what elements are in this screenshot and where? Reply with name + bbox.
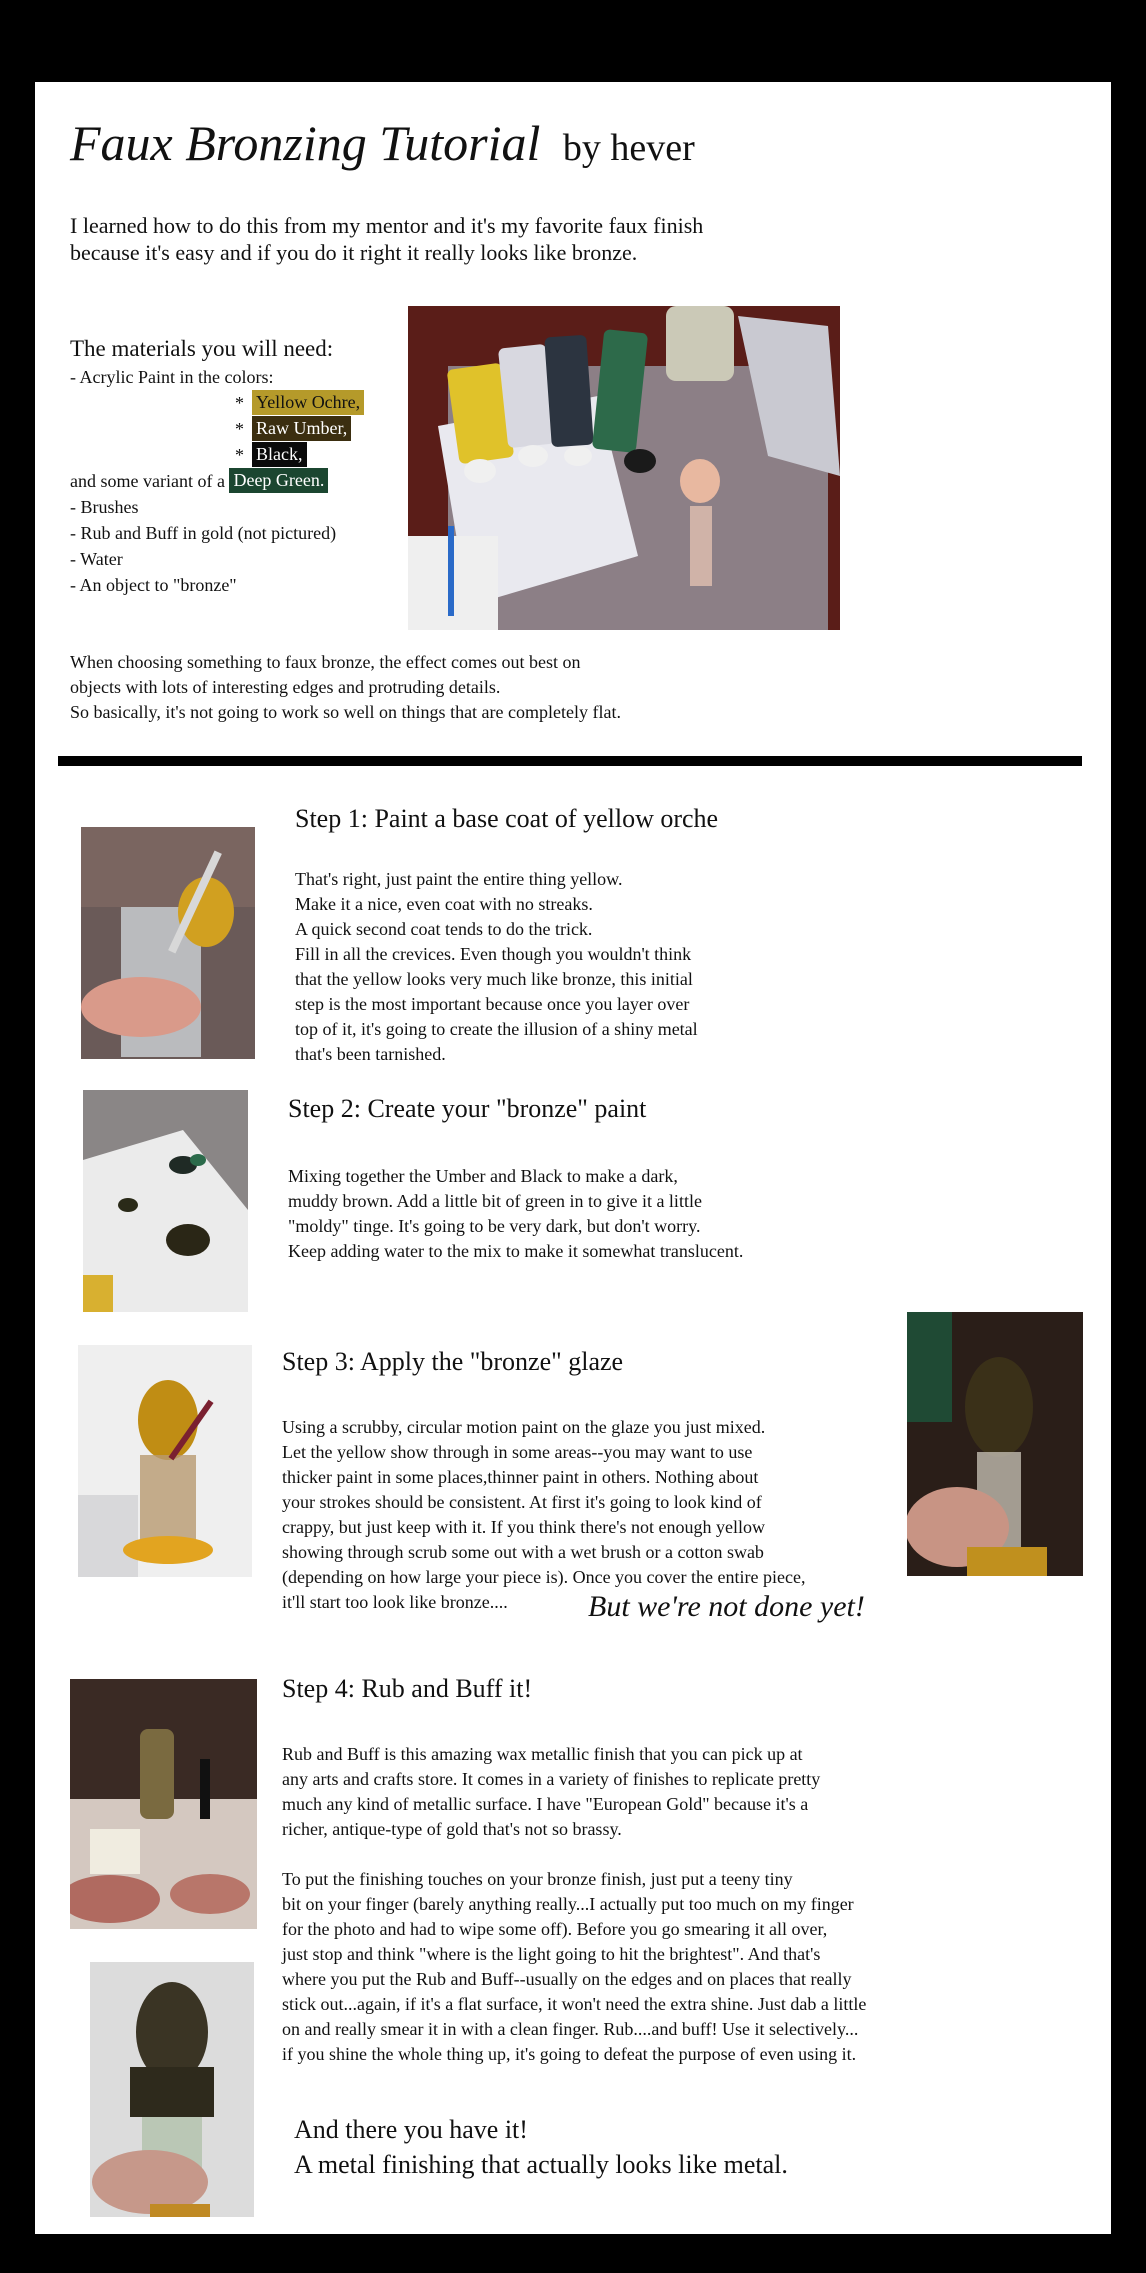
step4-heading: Step 4: Rub and Buff it! (282, 1674, 533, 1703)
step1-photo (81, 827, 255, 1059)
step4-photo (70, 1679, 257, 1929)
final-photo (90, 1962, 254, 2217)
section-divider (58, 756, 1082, 766)
step2-heading: Step 2: Create your "bronze" paint (288, 1094, 647, 1123)
page-title (70, 114, 695, 172)
material-item: - An object to "bronze" (70, 575, 237, 595)
byline: by hever (562, 127, 695, 169)
step4-body-2: To put the finishing touches on your bronze finish, just put a teeny tiny bit on your finger (barely anything really...I actually put too much on my finger for the photo and had to wipe some off). Before you go smearing it all over, just stop and think "where is the light going to hit the brightest". And that's where you put the Rub and Buff--usually on the edges and on places that really stick out...again, if it's a flat surface, it won't need the extra shine. Just dab a little on and really smear it in with a clean finger. Rub....and buff! Use it selectively... if you shine the whole thing up, it's going to defeat the purpose of even using it. (282, 1869, 867, 2064)
page (35, 82, 1111, 2234)
note-line: When choosing something to faux bronze, the effect comes out best on (70, 652, 581, 672)
note-line: objects with lots of interesting edges and protruding details. (70, 677, 501, 697)
material-item: - Brushes (70, 497, 139, 517)
step1-body: That's right, just paint the entire thing yellow. Make it a nice, even coat with no streaks. A quick second coat tends to do the trick. Fill in all the crevices. Even though you wouldn't think that the yellow looks very much like bronze, this initial step is the most important because once you layer over top of it, it's going to create the illusion of a shiny metal that's been tarnished. (295, 869, 698, 1064)
step3-photo (78, 1345, 252, 1577)
step3-result-photo (907, 1312, 1083, 1576)
materials-heading: The materials you will need: (70, 336, 334, 361)
title-text: Faux Bronzing Tutorial (70, 115, 541, 171)
step3-body: Using a scrubby, circular motion paint on the glaze you just mixed. Let the yellow show through in some areas--you may want to use thicker paint in some places,thinner paint in others. Nothing about your strokes should be consistent. At first it's going to look kind of crappy, but just keep with it. If you think there's not enough yellow showing through scrub some out with a wet brush or a cotton swab (depending on how large your piece is). Once you cover the entire piece, it'll start too look like bronze.... (282, 1417, 806, 1612)
step2-photo (83, 1090, 248, 1312)
materials-list (70, 334, 364, 598)
bullet-star: * (235, 445, 244, 465)
bullet-star: * (235, 393, 244, 413)
color-swatch-deep-green: Deep Green. (229, 468, 328, 493)
intro-line: I learned how to do this from my mentor and it's my favorite faux finish (70, 213, 704, 238)
step4-body: Rub and Buff is this amazing wax metallic finish that you can pick up at any arts and crafts store. It comes in a variety of finishes to replicate pretty much any kind of metallic surface. I have "European Gold" because it's a richer, antique-type of gold that's not so brassy. (282, 1744, 821, 1839)
materials-photo (408, 306, 840, 630)
closing-text: And there you have it! A metal finishing that actually looks like metal. (294, 2115, 788, 2179)
material-item: - Water (70, 549, 123, 569)
intro-line: because it's easy and if you do it right it really looks like bronze. (70, 240, 638, 265)
bullet-star: * (235, 419, 244, 439)
color-item (70, 416, 364, 442)
green-lead: and some variant of a (70, 471, 225, 491)
step1-heading: Step 1: Paint a base coat of yellow orche (295, 804, 719, 833)
step3-heading: Step 3: Apply the "bronze" glaze (282, 1347, 624, 1376)
intro-paragraph (70, 212, 830, 266)
color-item (70, 390, 364, 416)
color-swatch-black: Black, (252, 442, 307, 467)
step3-emphasis: But we're not done yet! (588, 1590, 865, 1623)
color-swatch-yellow-ochre: Yellow Ochre, (252, 390, 364, 415)
note-line: So basically, it's not going to work so well on things that are completely flat. (70, 702, 621, 722)
note-paragraph (70, 650, 621, 725)
material-item: - Rub and Buff in gold (not pictured) (70, 523, 337, 543)
color-item (70, 468, 364, 494)
color-item (70, 442, 364, 468)
step2-body: Mixing together the Umber and Black to make a dark, muddy brown. Add a little bit of green in to give it a little "moldy" tinge. It's going to be very dark, but don't worry. Keep adding water to the mix to make it somewhat translucent. (288, 1166, 744, 1261)
paint-line: - Acrylic Paint in the colors: (70, 367, 274, 387)
color-swatch-raw-umber: Raw Umber, (252, 416, 351, 441)
